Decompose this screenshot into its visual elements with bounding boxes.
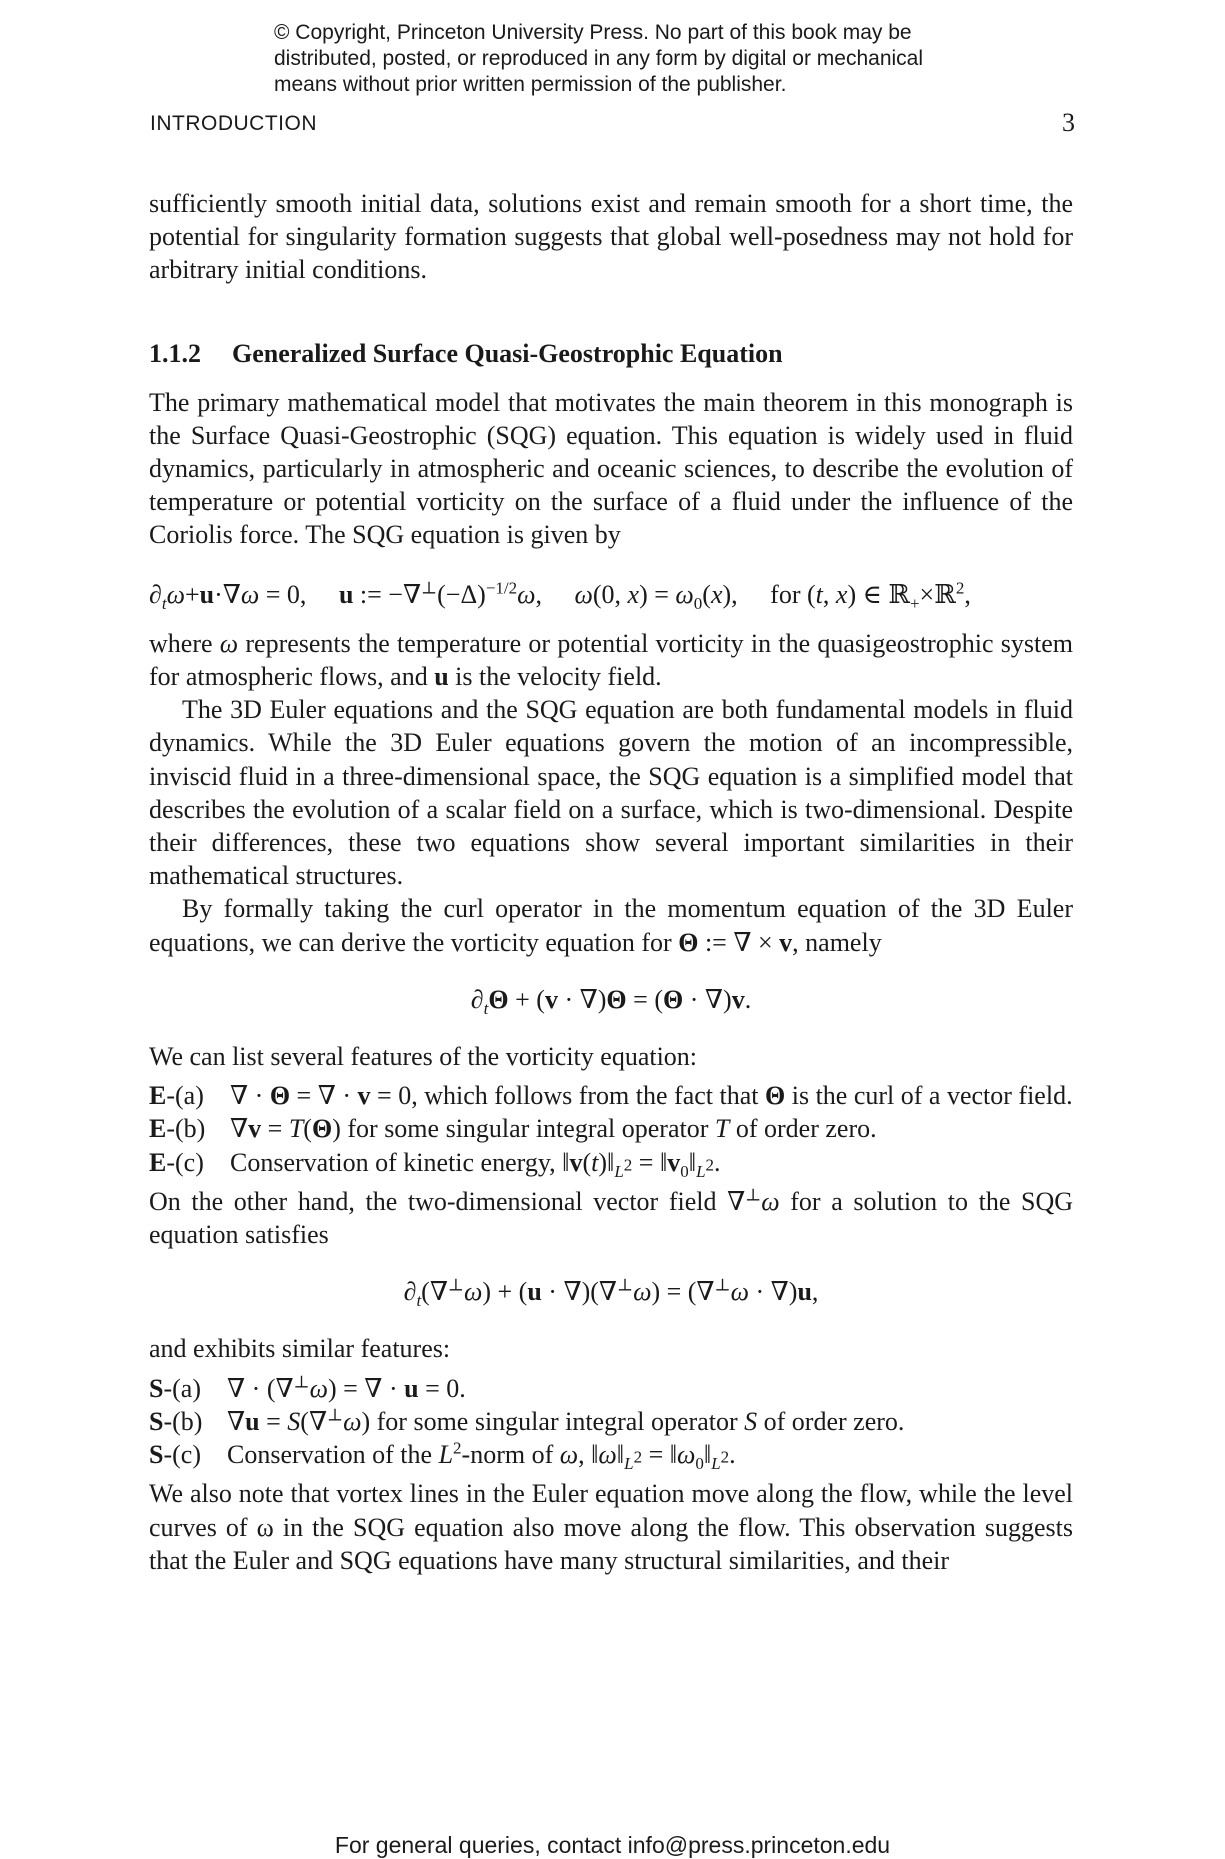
paragraph-curl-operator: By formally taking the curl operator in the momentum equation of the 3D Euler equations, we can derive the vorticity equation for Θ := ∇ × v, namely — [149, 894, 1073, 957]
list-tag — [149, 1146, 230, 1179]
text-span: -norm of — [461, 1440, 554, 1470]
list-item-e-a — [149, 1079, 1073, 1112]
list-tag — [149, 1405, 227, 1438]
list-item-s-a — [149, 1372, 1073, 1405]
section-title: Generalized Surface Quasi-Geostrophic Equation — [232, 338, 783, 368]
page-number: 3 — [1062, 108, 1075, 137]
copyright-line-3: means without prior written permission of the publisher. — [274, 73, 787, 96]
equation-for-label: for — [770, 579, 801, 609]
tag-suffix: -(a) — [166, 1081, 204, 1111]
tag-letter: S — [149, 1406, 164, 1436]
list-text: ∇ · Θ = ∇ · v = 0, which follows from the fact that Θ is the curl of a vector field. — [230, 1081, 1073, 1111]
copyright-notice — [274, 20, 974, 98]
paragraph-sqg-vector-field: On the other hand, the two-dimensional vector field ∇⊥ω for a solution to the SQG equation satisfies — [149, 1185, 1074, 1250]
text-span: Conservation of kinetic energy, — [230, 1147, 556, 1177]
page-body — [149, 187, 1073, 1577]
list-item-s-b — [149, 1405, 1073, 1438]
sqg-features-list — [149, 1372, 1073, 1472]
text-span: represents the temperature or potential vorticity in the quasigeostrophic system for atmospheric flows, and — [149, 628, 1074, 692]
copyright-line-1: © Copyright, Princeton University Press. No part of this book may be — [274, 21, 912, 44]
running-head: INTRODUCTION — [150, 112, 317, 135]
text-span: is the curl of a vector field. — [791, 1081, 1073, 1111]
list-tag — [149, 1079, 230, 1112]
tag-suffix: -(b) — [166, 1114, 206, 1144]
text-span: for some singular integral operator — [376, 1406, 738, 1436]
list-text: ∇u = S(∇⊥ω) for some singular integral operator S of order zero. — [227, 1405, 905, 1436]
section-number: 1.1.2 — [149, 338, 201, 368]
tag-suffix: -(c) — [163, 1440, 201, 1470]
list-tag — [149, 1438, 227, 1471]
copyright-line-2: distributed, posted, or reproduced in any form by digital or mechanical — [274, 47, 924, 70]
list-tag — [149, 1372, 227, 1405]
footer-contact: For general queries, contact info@press.princeton.edu — [334, 1832, 891, 1858]
tag-letter: S — [149, 1440, 164, 1470]
list-text: ∇ · (∇⊥ω) = ∇ · u = 0. — [227, 1372, 466, 1403]
equation-sqg: $\partial_t\omega+u\cdot\nabla\omega = 0$, u := $-\nabla^\perp(-\Delta)^{-1/2}\omega$, ω(0, $x) = \omega_0(x)$, for (t, x) ∈ ℝ$_+$×ℝ$^2$, — [149, 577, 971, 613]
tag-letter: S — [149, 1373, 164, 1403]
paragraph-features-intro: We can list several features of the vorticity equation: — [149, 1042, 698, 1072]
section-heading — [149, 337, 1073, 370]
paragraph-sqg-intro: The primary mathematical model that motivates the main theorem in this monograph is the Surface Quasi-Geostrophic (SQG) equation. This equation is widely used in fluid dynamics, particularly in atmospheric and oceanic sciences, to describe the evolution of temperature or potential vorticity on the surface of a fluid under the influence of the Coriolis force. The SQG equation is given by — [149, 387, 1073, 550]
text-span: On the other hand, the two-dimensional vector field — [149, 1186, 717, 1216]
paragraph-euler-sqg-comparison: The 3D Euler equations and the SQG equation are both fundamental models in fluid dynamics. While the 3D Euler equations govern the motion of an incompressible, inviscid fluid in a three-dimensional space, the SQG equation is a simplified model that describes the evolution of a scalar field on a surface, which is two-dimensional. Despite their differences, these two equations show several important similarities in their mathematical structures. — [149, 695, 1073, 891]
text-span: Conservation of the — [227, 1440, 433, 1470]
paragraph-continuation: sufficiently smooth initial data, solutions exist and remain smooth for a short time, the potential for singularity formation suggests that global well-posedness may not hold for arbitrary initial conditions. — [149, 189, 1073, 285]
paragraph-where-omega: where ω represents the temperature or potential vorticity in the quasigeostrophic system for atmospheric flows, and u is the velocity field. — [149, 628, 1074, 692]
text-span: which follows from the fact that — [424, 1081, 759, 1111]
tag-suffix: -(b) — [163, 1406, 203, 1436]
text-span: By formally taking the curl operator in the momentum equation of the 3D Euler equations, we can derive the vorticity equation for — [149, 894, 1073, 957]
list-text: ∇v = T(Θ) for some singular integral operator T of order zero. — [230, 1114, 877, 1144]
text-span: is the velocity field. — [455, 662, 662, 692]
tag-suffix: -(c) — [166, 1147, 204, 1177]
euler-features-list — [149, 1079, 1073, 1179]
text-span: for some singular integral operator — [347, 1114, 709, 1144]
text-span: of order zero. — [735, 1114, 877, 1144]
paragraph-vortex-lines: We also note that vortex lines in the Euler equation move along the flow, while the level curves of ω in the SQG equation also move along the flow. This observation suggests that the Euler and SQG equations have many structural similarities, and their — [149, 1479, 1073, 1575]
text-span: , namely — [792, 927, 882, 957]
tag-suffix: -(a) — [163, 1373, 201, 1403]
tag-letter: E — [149, 1147, 167, 1177]
list-item-s-c — [149, 1438, 1073, 1474]
list-tag — [149, 1112, 230, 1145]
list-text: Conservation of the $L^2$-norm of ω, $‖\omega‖_{L^2}$ = $‖\omega_0‖_{L^2}$. — [227, 1438, 736, 1474]
tag-letter: E — [149, 1081, 167, 1111]
paragraph-similar-features: and exhibits similar features: — [149, 1334, 451, 1364]
text-span: where — [149, 628, 213, 658]
text-span: of order zero. — [763, 1406, 905, 1436]
list-item-e-b — [149, 1112, 1073, 1145]
equation-vorticity: $\partial_t\Theta + (v \cdot \nabla)\Theta = (\Theta \cdot \nabla)v$. — [470, 984, 752, 1019]
text-span: for a solution to the SQG equation satisfies — [149, 1186, 1074, 1250]
equation-sqg-gradient: $\partial_t(\nabla^\perp\omega) + (u \cdot \nabla)(\nabla^\perp\omega) = (\nabla^\perp\omega \cdot \nabla)u$, — [403, 1275, 819, 1311]
list-text: Conservation of kinetic energy, $‖v(t)‖_{L^2}$ = $‖v_0‖_{L^2}$. — [230, 1147, 721, 1181]
list-item-e-c — [149, 1146, 1073, 1179]
tag-letter: E — [149, 1114, 167, 1144]
